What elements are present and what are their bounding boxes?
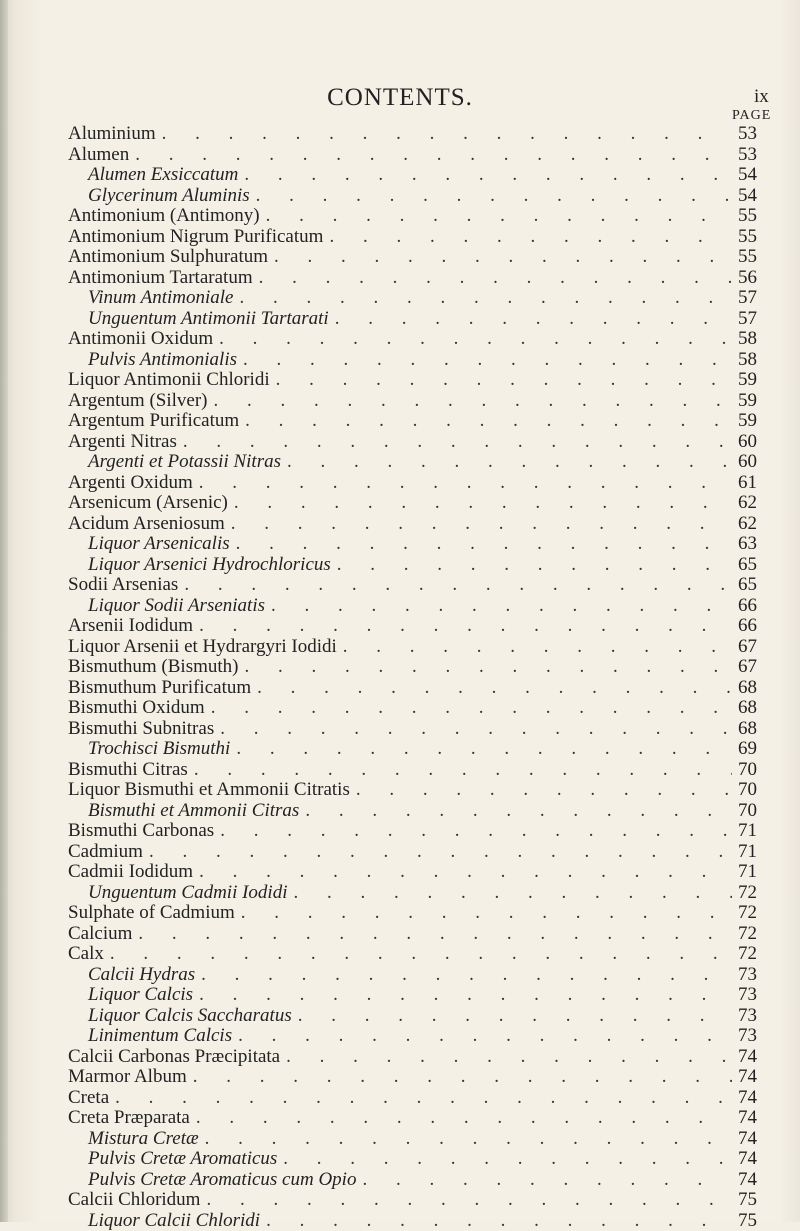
dot-leader — [196, 1108, 732, 1129]
entry-page-number: 62 — [738, 493, 768, 514]
entry-title: Liquor Arsenii et Hydrargyri Iodidi — [68, 637, 337, 658]
entry-title: Antimonium Sulphuratum — [68, 247, 268, 268]
entry-page-number: 71 — [738, 862, 768, 883]
contents-entry — [68, 1211, 768, 1231]
contents-entry — [68, 1026, 768, 1047]
dot-leader — [149, 842, 732, 863]
entry-title: Creta Præparata — [68, 1108, 190, 1129]
entry-title: Arsenii Iodidum — [68, 616, 193, 637]
contents-entry — [68, 534, 768, 555]
entry-title: Liquor Calcis Saccharatus — [88, 1006, 292, 1027]
entry-page-number: 53 — [738, 124, 768, 145]
dot-leader — [283, 1149, 732, 1170]
contents-entry — [68, 1006, 768, 1027]
dot-leader — [199, 985, 732, 1006]
entry-page-number: 66 — [738, 596, 768, 617]
dot-leader — [356, 780, 732, 801]
entry-title: Creta — [68, 1088, 109, 1109]
contents-entry — [68, 965, 768, 986]
entry-title: Liquor Calcii Chloridi — [88, 1211, 260, 1231]
contents-entry — [68, 452, 768, 473]
entry-title: Unguentum Cadmii Iodidi — [88, 883, 288, 904]
contents-entry — [68, 719, 768, 740]
entry-page-number: 72 — [738, 903, 768, 924]
dot-leader — [234, 493, 732, 514]
dot-leader — [266, 206, 732, 227]
dot-leader — [294, 883, 733, 904]
dot-leader — [220, 719, 732, 740]
entry-page-number: 74 — [738, 1129, 768, 1150]
dot-leader — [219, 329, 732, 350]
entry-title: Alumen — [68, 145, 129, 166]
dot-leader — [241, 903, 732, 924]
entry-title: Cadmium — [68, 842, 143, 863]
contents-entry — [68, 985, 768, 1006]
entry-page-number: 65 — [738, 575, 768, 596]
contents-entry — [68, 678, 768, 699]
entry-page-number: 65 — [738, 555, 768, 576]
entry-page-number: 59 — [738, 411, 768, 432]
entry-title: Bismuthi Carbonas — [68, 821, 214, 842]
dot-leader — [274, 247, 732, 268]
contents-entry — [68, 842, 768, 863]
entry-title: Pulvis Cretæ Aromaticus — [88, 1149, 277, 1170]
dot-leader — [335, 309, 732, 330]
entry-page-number: 53 — [738, 145, 768, 166]
entry-page-number: 70 — [738, 801, 768, 822]
page-number: ix — [754, 86, 769, 108]
entry-page-number: 68 — [738, 719, 768, 740]
contents-entry — [68, 391, 768, 412]
contents-entry — [68, 924, 768, 945]
contents-entry — [68, 124, 768, 145]
dot-leader — [305, 801, 732, 822]
entry-title: Marmor Album — [68, 1067, 187, 1088]
contents-entry — [68, 883, 768, 904]
contents-entry — [68, 268, 768, 289]
entry-title: Sulphate of Cadmium — [68, 903, 235, 924]
entry-title: Bismuthum (Bismuth) — [68, 657, 239, 678]
contents-entry — [68, 165, 768, 186]
entry-page-number: 59 — [738, 391, 768, 412]
entry-title: Pulvis Cretæ Aromaticus cum Opio — [88, 1170, 356, 1191]
contents-entry — [68, 1047, 768, 1068]
contents-entry — [68, 698, 768, 719]
entry-page-number: 57 — [738, 309, 768, 330]
entry-title: Arsenicum (Arsenic) — [68, 493, 228, 514]
entry-title: Unguentum Antimonii Tartarati — [88, 309, 329, 330]
dot-leader — [239, 288, 732, 309]
entry-page-number: 68 — [738, 678, 768, 699]
dot-leader — [244, 165, 732, 186]
dot-leader — [236, 534, 732, 555]
entry-title: Bismuthi Oxidum — [68, 698, 205, 719]
entry-page-number: 74 — [738, 1047, 768, 1068]
entry-page-number: 58 — [738, 350, 768, 371]
dot-leader — [259, 268, 732, 289]
dot-leader — [243, 350, 732, 371]
dot-leader — [199, 862, 732, 883]
dot-leader — [337, 555, 732, 576]
entry-title: Liquor Arsenicalis — [88, 534, 230, 555]
entry-page-number: 71 — [738, 842, 768, 863]
entry-title: Bismuthi et Ammonii Citras — [88, 801, 299, 822]
dot-leader — [257, 678, 732, 699]
contents-entry — [68, 944, 768, 965]
entry-title: Bismuthum Purificatum — [68, 678, 251, 699]
entry-page-number: 67 — [738, 657, 768, 678]
dot-leader — [298, 1006, 732, 1027]
entry-page-number: 70 — [738, 780, 768, 801]
dot-leader — [276, 370, 732, 391]
dot-leader — [138, 924, 732, 945]
entry-page-number: 69 — [738, 739, 768, 760]
contents-entry — [68, 821, 768, 842]
entry-page-number: 60 — [738, 432, 768, 453]
entry-page-number: 58 — [738, 329, 768, 350]
entry-title: Antimonium Tartaratum — [68, 268, 253, 289]
dot-leader — [184, 575, 732, 596]
dot-leader — [220, 821, 732, 842]
entry-page-number: 73 — [738, 965, 768, 986]
entry-page-number: 72 — [738, 924, 768, 945]
contents-entry — [68, 657, 768, 678]
entry-page-number: 55 — [738, 206, 768, 227]
entry-title: Calcii Carbonas Præcipitata — [68, 1047, 280, 1068]
dot-leader — [271, 596, 732, 617]
entry-page-number: 74 — [738, 1149, 768, 1170]
dot-leader — [199, 473, 732, 494]
entry-page-number: 54 — [738, 186, 768, 207]
entry-page-number: 60 — [738, 452, 768, 473]
page-column-label: PAGE — [732, 108, 771, 124]
dot-leader — [199, 616, 732, 637]
entry-title: Bismuthi Citras — [68, 760, 188, 781]
dot-leader — [266, 1211, 732, 1231]
entry-page-number: 73 — [738, 1006, 768, 1027]
entry-page-number: 56 — [738, 268, 768, 289]
entry-page-number: 73 — [738, 1026, 768, 1047]
entry-title: Argenti Oxidum — [68, 473, 193, 494]
dot-leader — [194, 760, 732, 781]
entry-title: Argenti Nitras — [68, 432, 177, 453]
contents-entry — [68, 329, 768, 350]
contents-entry — [68, 370, 768, 391]
entry-title: Mistura Cretæ — [88, 1129, 199, 1150]
dot-leader — [135, 145, 732, 166]
entry-title: Calcii Chloridum — [68, 1190, 200, 1211]
dot-leader — [205, 1129, 732, 1150]
contents-entry — [68, 145, 768, 166]
entry-title: Liquor Bismuthi et Ammonii Citratis — [68, 780, 350, 801]
dot-leader — [256, 186, 732, 207]
dot-leader — [115, 1088, 732, 1109]
entry-title: Liquor Arsenici Hydrochloricus — [88, 555, 331, 576]
entry-page-number: 70 — [738, 760, 768, 781]
entry-title: Vinum Antimoniale — [88, 288, 233, 309]
dot-leader — [193, 1067, 732, 1088]
contents-entry — [68, 186, 768, 207]
entry-page-number: 66 — [738, 616, 768, 637]
contents-entry — [68, 1108, 768, 1129]
entry-page-number: 55 — [738, 227, 768, 248]
entry-page-number: 62 — [738, 514, 768, 535]
entry-page-number: 75 — [738, 1190, 768, 1211]
entry-title: Liquor Antimonii Chloridi — [68, 370, 270, 391]
contents-entry — [68, 1088, 768, 1109]
entry-page-number: 74 — [738, 1067, 768, 1088]
contents-entry — [68, 575, 768, 596]
dot-leader — [231, 514, 732, 535]
entry-page-number: 68 — [738, 698, 768, 719]
contents-entry — [68, 493, 768, 514]
entry-title: Alumen Exsiccatum — [88, 165, 238, 186]
entry-title: Antimonium Nigrum Purificatum — [68, 227, 323, 248]
dot-leader — [245, 657, 733, 678]
entry-title: Calcium — [68, 924, 132, 945]
contents-entry — [68, 309, 768, 330]
contents-entry — [68, 411, 768, 432]
contents-entry — [68, 760, 768, 781]
entry-title: Liquor Sodii Arseniatis — [88, 596, 265, 617]
dot-leader — [162, 124, 732, 145]
contents-entry — [68, 780, 768, 801]
dot-leader — [183, 432, 732, 453]
entry-page-number: 72 — [738, 944, 768, 965]
contents-entry — [68, 514, 768, 535]
dot-leader — [286, 1047, 732, 1068]
contents-entry — [68, 206, 768, 227]
contents-entry — [68, 473, 768, 494]
contents-entry — [68, 350, 768, 371]
dot-leader — [201, 965, 732, 986]
entry-title: Trochisci Bismuthi — [88, 739, 230, 760]
contents-entry — [68, 862, 768, 883]
contents-entry — [68, 739, 768, 760]
entry-page-number: 71 — [738, 821, 768, 842]
contents-entry — [68, 596, 768, 617]
entry-page-number: 54 — [738, 165, 768, 186]
dot-leader — [110, 944, 732, 965]
entry-page-number: 57 — [738, 288, 768, 309]
entry-title: Cadmii Iodidum — [68, 862, 193, 883]
entry-title: Calx — [68, 944, 104, 965]
entry-page-number: 72 — [738, 883, 768, 904]
contents-entry — [68, 903, 768, 924]
entry-page-number: 74 — [738, 1108, 768, 1129]
dot-leader — [362, 1170, 732, 1191]
entry-page-number: 55 — [738, 247, 768, 268]
contents-entry — [68, 637, 768, 658]
entry-title: Sodii Arsenias — [68, 575, 178, 596]
dot-leader — [214, 391, 733, 412]
entry-title: Antimonium (Antimony) — [68, 206, 260, 227]
contents-entry — [68, 1149, 768, 1170]
contents-entry — [68, 1190, 768, 1211]
dot-leader — [245, 411, 732, 432]
entry-title: Acidum Arseniosum — [68, 514, 225, 535]
entry-page-number: 61 — [738, 473, 768, 494]
contents-entry — [68, 1067, 768, 1088]
dot-leader — [329, 227, 732, 248]
entry-title: Calcii Hydras — [88, 965, 195, 986]
contents-entry — [68, 616, 768, 637]
entry-title: Aluminium — [68, 124, 156, 145]
contents-entry — [68, 801, 768, 822]
entry-title: Argentum (Silver) — [68, 391, 208, 412]
entry-title: Glycerinum Aluminis — [88, 186, 250, 207]
dot-leader — [211, 698, 732, 719]
contents-entry — [68, 1129, 768, 1150]
contents-entry — [68, 1170, 768, 1191]
entry-title: Linimentum Calcis — [88, 1026, 232, 1047]
entry-title: Argentum Purificatum — [68, 411, 239, 432]
entry-title: Antimonii Oxidum — [68, 329, 213, 350]
entry-title: Liquor Calcis — [88, 985, 193, 1006]
contents-entry — [68, 227, 768, 248]
dot-leader — [287, 452, 732, 473]
entry-title: Argenti et Potassii Nitras — [88, 452, 281, 473]
entry-page-number: 74 — [738, 1088, 768, 1109]
entry-page-number: 67 — [738, 637, 768, 658]
dot-leader — [238, 1026, 732, 1047]
contents-list — [68, 124, 768, 1231]
page-edge-shadow — [0, 0, 8, 1222]
entry-page-number: 74 — [738, 1170, 768, 1191]
contents-entry — [68, 288, 768, 309]
entry-page-number: 59 — [738, 370, 768, 391]
entry-page-number: 63 — [738, 534, 768, 555]
contents-entry — [68, 247, 768, 268]
entry-title: Pulvis Antimonialis — [88, 350, 237, 371]
dot-leader — [343, 637, 732, 658]
entry-page-number: 73 — [738, 985, 768, 1006]
contents-entry — [68, 555, 768, 576]
contents-entry — [68, 432, 768, 453]
dot-leader — [206, 1190, 732, 1211]
dot-leader — [236, 739, 732, 760]
entry-title: Bismuthi Subnitras — [68, 719, 214, 740]
entry-page-number: 75 — [738, 1211, 768, 1231]
page-title: CONTENTS. — [0, 84, 800, 112]
